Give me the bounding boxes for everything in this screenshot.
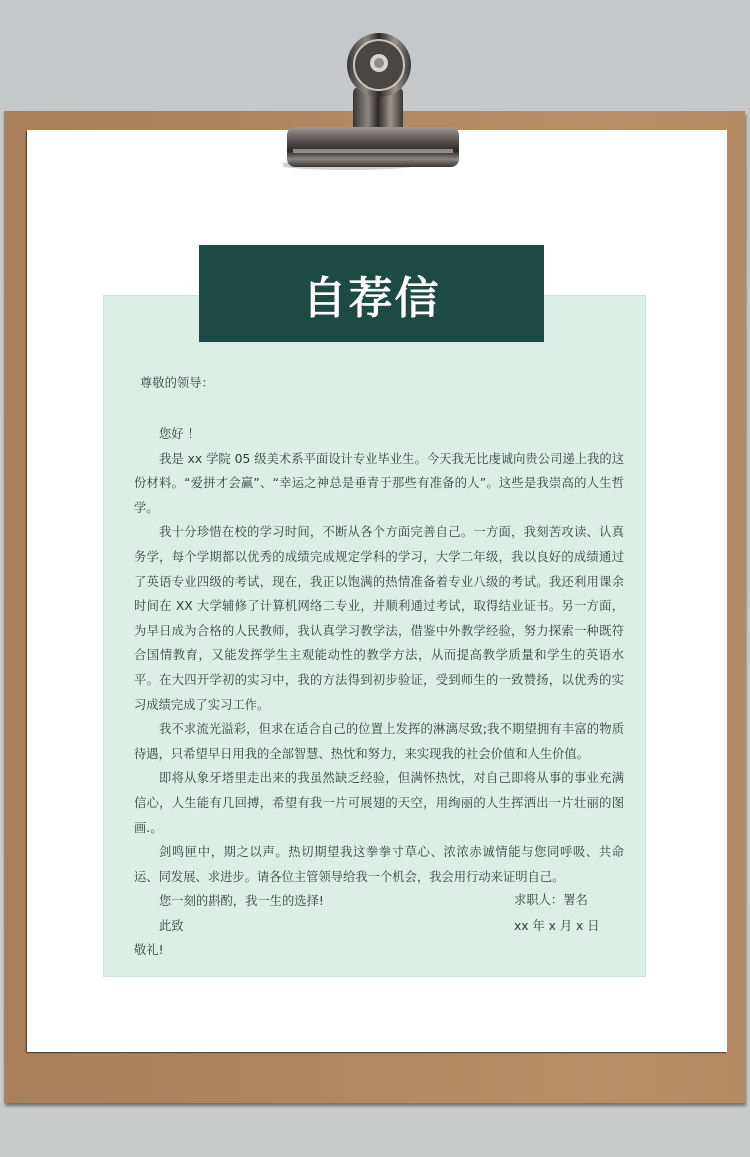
- date: xx 年 x 月 x 日: [514, 919, 600, 933]
- paragraph-confidence: 即将从象牙塔里走出来的我虽然缺乏经验，但满怀热忱，对自己即将从事的事业充满信心，人生能有几回搏，希望有我一片可展翅的天空，用绚丽的人生挥洒出一片壮丽的图画.。: [134, 771, 624, 835]
- letter-body: [134, 422, 624, 963]
- paragraph-intro: 我是 xx 学院 05 级美术系平面设计专业毕业生。今天我无比虔诚向贵公司递上我的这份材料。“爱拼才会赢”、“幸运之神总是垂青于那些有准备的人”。这些是我崇高的人生哲学。: [134, 451, 624, 515]
- salutation: 尊敬的领导：: [140, 376, 214, 390]
- paragraph-aspiration: 我不求流光溢彩，但求在适合自己的位置上发挥的淋漓尽致;我不期望拥有丰富的物质待遇，只希望早日用我的全部智慧、热忱和努力，来实现我的社会价值和人生价值。: [134, 722, 624, 761]
- paragraph-study: 我十分珍惜在校的学习时间，不断从各个方面完善自己。一方面，我刻苦攻读、认真务学，每个学期都以优秀的成绩完成规定学科的学习，大学二年级，我以良好的成绩通过了英语专业四级的考试，现在，我正以饱满的热情准备着专业八级的考试。我还利用课余时间在 XX 大学辅修了计算机网络二专业，并顺利通过考试，取得结业证书。另一方面，为早日成为合格的人民教师，我认真学习教学法，借鉴中外教学经验，努力探索一种既符合国情教育，又能发挥学生主观能动性的教学方法，从而提高教学质量和学生的英语水平。在大四开学初的实习中，我的方法得到初步验证，受到师生的一致赞扬，以优秀的实习成绩完成了实习工作。: [134, 525, 624, 712]
- page-title: 自荐信: [302, 272, 441, 324]
- paragraph-request: 剑鸣匣中，期之以声。热切期望我这拳拳寸草心、浓浓赤诚情能与您同呼吸、共命运、同发展、求进步。请各位主管领导给我一个机会，我会用行动来证明自己。: [134, 845, 624, 884]
- closing-line-1: 此致: [159, 918, 184, 933]
- greeting: 您好 ！: [159, 427, 200, 441]
- signature: 求职人：署名: [514, 893, 588, 907]
- paragraph-choice: 您一刻的斟酌，我一生的选择!: [159, 894, 324, 909]
- closing-line-2: 敬礼!: [134, 943, 164, 958]
- title-banner: [199, 245, 544, 342]
- binder-clip-icon: [283, 25, 463, 170]
